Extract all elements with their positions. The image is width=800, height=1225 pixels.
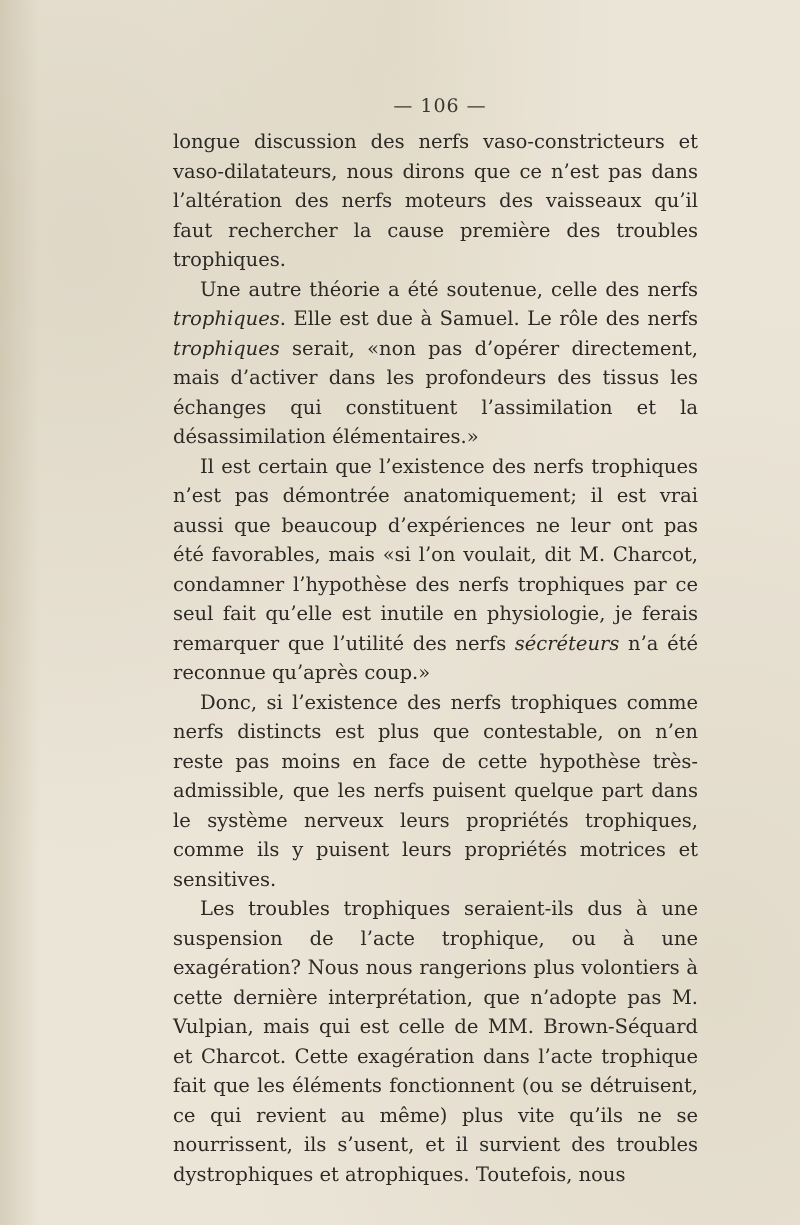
page-edge-shading [0, 0, 40, 1225]
text-run: serait, «non pas d’opérer directement, mais d’activer dans les profondeurs des tissus les échanges qui constituent l’assimilation et la désassimilation élémentaires.» [173, 336, 698, 448]
italic-text: sécréteurs [514, 631, 620, 655]
paragraph [173, 452, 698, 688]
paragraph [173, 894, 698, 1189]
italic-text: trophiques [173, 336, 280, 360]
text-run: . Elle est due à Samuel. Le rôle des nerfs [279, 307, 698, 330]
italic-text: trophiques [173, 307, 280, 330]
text-run: Il est certain que l’existence des nerfs trophiques n’est pas démontrée anatomiquement; il est vrai aussi que beaucoup d’expériences ne leur ont pas été favorables, mais «si l’on voulait, dit M. Charcot, condamner l’hypothèse des nerfs trophiques par ce seul fait qu’elle est inutile en physiologie, je ferais remarquer que l’utilité des nerfs [173, 454, 698, 655]
paragraph [173, 275, 698, 452]
text-run: longue discussion des nerfs vaso-constricteurs et vaso-dilatateurs, nous dirons que ce n’est pas dans l’altération des nerfs moteurs des vaisseaux qu’il faut rechercher la cause première des troubles trophiques. [173, 130, 698, 271]
text-run: Donc, si l’existence des nerfs trophiques comme nerfs distincts est plus que contestable, on n’en reste pas moins en face de cette hypothèse très-admissible, que les nerfs puisent quelque part dans le système nerveux leurs propriétés trophiques, comme ils y puisent leurs propriétés motrices et sensitives. [173, 690, 698, 891]
paragraph [173, 688, 698, 895]
page-number: — 106 — [393, 95, 487, 117]
text-run: Une autre théorie a été soutenue, celle des nerfs [200, 277, 698, 301]
text-run: Les troubles trophiques seraient-ils dus à une suspension de l’acte trophique, ou à une exagération? Nous nous rangerions plus volontiers à cette dernière interprétation, que n’adopte pas M. Vulpian, mais qui est celle de MM. Brown-Séquard et Charcot. Cette exagération dans l’acte trophique fait que les éléments fonctionnent (ou se détruisent, ce qui revient au même) plus vite qu’ils ne se nourrissent, ils s’usent, et il survient des troubles dystrophiques et atrophiques. Toutefois, nous [173, 897, 698, 1186]
body-text [173, 127, 698, 1189]
text-run: n’a été reconnue qu’après coup.» [173, 631, 698, 684]
paragraph [173, 127, 698, 275]
